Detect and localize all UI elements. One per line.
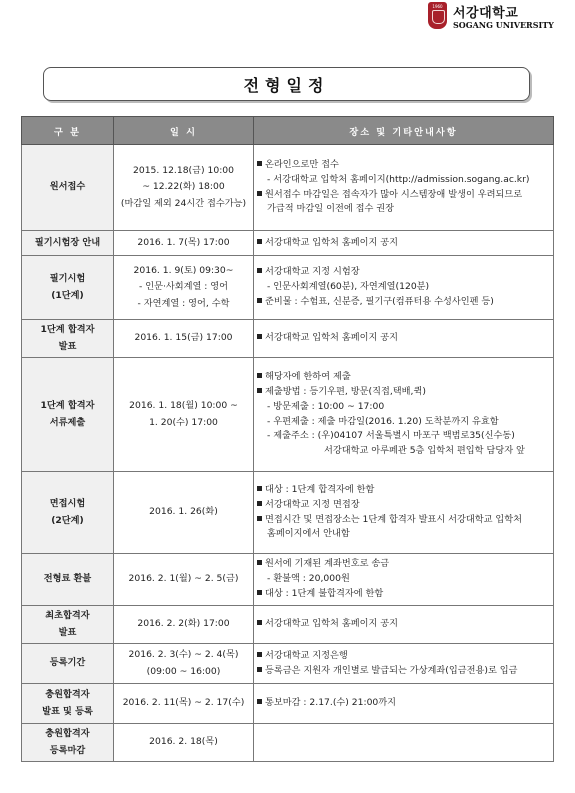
- table-row: [22, 606, 554, 644]
- bullet-square-icon: [257, 652, 262, 657]
- row-category: [22, 606, 114, 644]
- category-line: 발표 및 등록: [42, 705, 93, 717]
- header-datetime: 일 시: [114, 117, 254, 145]
- note-text: 서강대학교 아루페관 5층 입학처 편입학 담당자 앞: [324, 444, 525, 456]
- category-line: 원서접수: [49, 181, 86, 193]
- datetime-line: 2016. 2. 3(수) ~ 2. 4(목): [128, 649, 239, 661]
- note-text: - 제출주소 : (우)04107 서울특별시 마포구 백범로35(신수동): [267, 430, 515, 442]
- datetime-line: 2016. 1. 26(화): [149, 506, 218, 518]
- row-notes: [254, 724, 554, 762]
- row-notes: [254, 256, 554, 320]
- note-line: [257, 483, 550, 498]
- row-category: [22, 256, 114, 320]
- category-line: (2단계): [51, 514, 84, 526]
- note-line: [257, 664, 550, 679]
- row-category: [22, 358, 114, 472]
- note-text: - 인문사회계열(60분), 자연계열(120분): [267, 281, 430, 293]
- note-text: - 환불액 : 20,000원: [267, 573, 350, 585]
- bullet-square-icon: [257, 620, 262, 625]
- note-text: 통보마감 : 2.17.(수) 21:00까지: [265, 697, 397, 709]
- note-line: [257, 173, 550, 188]
- row-datetime: [114, 472, 254, 554]
- note-line: [257, 649, 550, 664]
- category-line: 1단계 합격자: [40, 399, 95, 411]
- datetime-line: (마감일 제외 24시간 접수가능): [120, 197, 247, 209]
- bullet-square-icon: [257, 191, 262, 196]
- bullet-square-icon: [257, 268, 262, 273]
- note-text: 서강대학교 지정 면접장: [265, 498, 360, 510]
- category-line: 필기시험장 안내: [34, 236, 101, 248]
- row-notes: [254, 684, 554, 724]
- row-category: [22, 145, 114, 231]
- sogang-logo: [428, 2, 554, 34]
- note-text: 원서접수 마감일은 접속자가 많아 시스템장애 발생이 우려되므로: [265, 188, 523, 200]
- note-text: 서강대학교 입학처 홈페이지 공지: [265, 236, 399, 248]
- row-datetime: [114, 684, 254, 724]
- table-row: [22, 724, 554, 762]
- note-line: [257, 280, 550, 295]
- bullet-square-icon: [257, 298, 262, 303]
- row-category: [22, 472, 114, 554]
- bullet-square-icon: [257, 667, 262, 672]
- header-location-notes: 장소 및 기타안내사항: [254, 117, 554, 145]
- row-category: [22, 554, 114, 606]
- datetime-line: - 자연계열 : 영어, 수학: [137, 297, 230, 309]
- note-text: 가급적 마감일 이전에 접수 권장: [267, 203, 395, 215]
- note-line: [257, 202, 550, 217]
- datetime-line: 2016. 1. 9(토) 09:30~: [133, 265, 234, 277]
- table-row: [22, 684, 554, 724]
- table-row: [22, 644, 554, 684]
- note-text: 홈페이지에서 안내함: [267, 528, 350, 540]
- table-row: [22, 358, 554, 472]
- datetime-line: - 인문·사회계열 : 영어: [138, 281, 229, 293]
- note-line: [257, 370, 550, 385]
- row-datetime: [114, 606, 254, 644]
- note-line: [257, 527, 550, 542]
- bullet-square-icon: [257, 239, 262, 244]
- note-text: 면접시간 및 면접장소는 1단계 합격자 발표시 서강대학교 입학처: [265, 513, 523, 525]
- logo-korean-name: 서강대학교: [453, 6, 519, 21]
- category-line: 발표: [58, 626, 77, 638]
- category-line: 발표: [58, 340, 77, 352]
- note-line: [257, 572, 550, 587]
- bullet-square-icon: [257, 516, 262, 521]
- bullet-square-icon: [257, 501, 262, 506]
- row-notes: [254, 472, 554, 554]
- table-header-row: [22, 117, 554, 145]
- category-line: 필기시험: [49, 272, 86, 284]
- table-row: [22, 256, 554, 320]
- note-line: [257, 236, 550, 251]
- row-notes: [254, 231, 554, 256]
- note-line: [257, 331, 550, 346]
- row-datetime: [114, 724, 254, 762]
- datetime-line: 2016. 2. 2(화) 17:00: [137, 618, 230, 630]
- page-title: 전형일정: [243, 75, 330, 95]
- datetime-line: 2016. 1. 7(목) 17:00: [137, 236, 230, 248]
- bullet-square-icon: [257, 590, 262, 595]
- note-line: [257, 188, 550, 203]
- note-text: 온라인으로만 접수: [265, 159, 339, 171]
- bullet-square-icon: [257, 486, 262, 491]
- note-text: 서강대학교 입학처 홈페이지 공지: [265, 332, 399, 344]
- datetime-line: 2016. 2. 11(목) ~ 2. 17(수): [122, 697, 245, 709]
- row-category: [22, 231, 114, 256]
- row-category: [22, 320, 114, 358]
- datetime-line: 2016. 2. 1(월) ~ 2. 5(금): [128, 573, 239, 585]
- note-line: [257, 696, 550, 711]
- note-line: [257, 498, 550, 513]
- row-notes: [254, 606, 554, 644]
- note-text: - 우편제출 : 제출 마감일(2016. 1.20) 도착분까지 유효함: [267, 415, 499, 427]
- category-line: 최초합격자: [45, 609, 90, 621]
- row-notes: [254, 358, 554, 472]
- datetime-line: ~ 12.22(화) 18:00: [142, 181, 225, 193]
- note-text: 대상 : 1단계 합격자에 한함: [265, 484, 375, 496]
- note-text: 원서에 기재된 계좌번호로 송금: [265, 558, 390, 570]
- category-line: 충원합격자: [45, 688, 90, 700]
- note-text: 서강대학교 지정 시험장: [265, 266, 360, 278]
- note-line: [257, 158, 550, 173]
- row-notes: [254, 644, 554, 684]
- note-text: - 방문제출 : 10:00 ~ 17:00: [267, 400, 385, 412]
- row-category: [22, 724, 114, 762]
- title-box: [43, 67, 530, 101]
- datetime-line: 1. 20(수) 17:00: [149, 416, 218, 428]
- university-seal-icon: 1960: [428, 2, 447, 29]
- logo-english-name: SOGANG UNIVERSITY: [453, 20, 554, 30]
- category-line: (1단계): [51, 289, 84, 301]
- row-datetime: [114, 231, 254, 256]
- note-text: 해당자에 한하여 제출: [265, 371, 351, 383]
- note-text: 등록금은 지원자 개인별로 발급되는 가상계좌(입금전용)로 입금: [265, 664, 518, 676]
- category-line: 1단계 합격자: [40, 323, 95, 335]
- category-line: 등록마감: [49, 744, 86, 756]
- note-line: [257, 587, 550, 602]
- note-line: [257, 444, 550, 459]
- header-category: 구 분: [22, 117, 114, 145]
- note-line: [257, 295, 550, 310]
- table-row: [22, 320, 554, 358]
- row-notes: [254, 554, 554, 606]
- datetime-line: 2016. 2. 18(목): [149, 736, 218, 748]
- category-line: 충원합격자: [45, 727, 90, 739]
- note-text: 준비물 : 수험표, 신분증, 필기구(컴퓨터용 수성사인펜 등): [265, 295, 494, 307]
- row-datetime: [114, 644, 254, 684]
- note-line: [257, 617, 550, 632]
- schedule-table: [21, 116, 554, 762]
- note-line: [257, 429, 550, 444]
- bullet-square-icon: [257, 334, 262, 339]
- note-text: - 서강대학교 입학처 홈페이지(http://admission.sogang.ac.kr): [267, 173, 530, 185]
- datetime-line: 2015. 12.18(금) 10:00: [133, 165, 234, 177]
- category-line: 등록기간: [49, 657, 86, 669]
- row-datetime: [114, 145, 254, 231]
- note-text: 서강대학교 입학처 홈페이지 공지: [265, 618, 399, 630]
- bullet-square-icon: [257, 560, 262, 565]
- row-datetime: [114, 358, 254, 472]
- row-datetime: [114, 320, 254, 358]
- table-row: [22, 145, 554, 231]
- bullet-square-icon: [257, 161, 262, 166]
- note-text: 대상 : 1단계 불합격자에 한함: [265, 587, 384, 599]
- bullet-square-icon: [257, 373, 262, 378]
- note-line: [257, 513, 550, 528]
- datetime-line: (09:00 ~ 16:00): [146, 665, 221, 677]
- bullet-square-icon: [257, 388, 262, 393]
- note-line: [257, 385, 550, 400]
- row-category: [22, 684, 114, 724]
- note-line: [257, 415, 550, 430]
- note-line: [257, 400, 550, 415]
- row-datetime: [114, 554, 254, 606]
- category-line: 서류제출: [49, 416, 86, 428]
- bullet-square-icon: [257, 699, 262, 704]
- table-row: [22, 554, 554, 606]
- note-text: 제출방법 : 등기우편, 방문(직접,택배,퀵): [265, 386, 426, 398]
- row-datetime: [114, 256, 254, 320]
- datetime-line: 2016. 1. 18(월) 10:00 ~: [129, 400, 238, 412]
- table-row: [22, 231, 554, 256]
- datetime-line: 2016. 1. 15(금) 17:00: [134, 332, 233, 344]
- note-line: [257, 557, 550, 572]
- row-notes: [254, 145, 554, 231]
- table-row: [22, 472, 554, 554]
- category-line: 면접시험: [49, 497, 86, 509]
- note-line: [257, 265, 550, 280]
- category-line: 전형료 환불: [43, 573, 92, 585]
- note-text: 서강대학교 지정은행: [265, 649, 348, 661]
- row-notes: [254, 320, 554, 358]
- row-category: [22, 644, 114, 684]
